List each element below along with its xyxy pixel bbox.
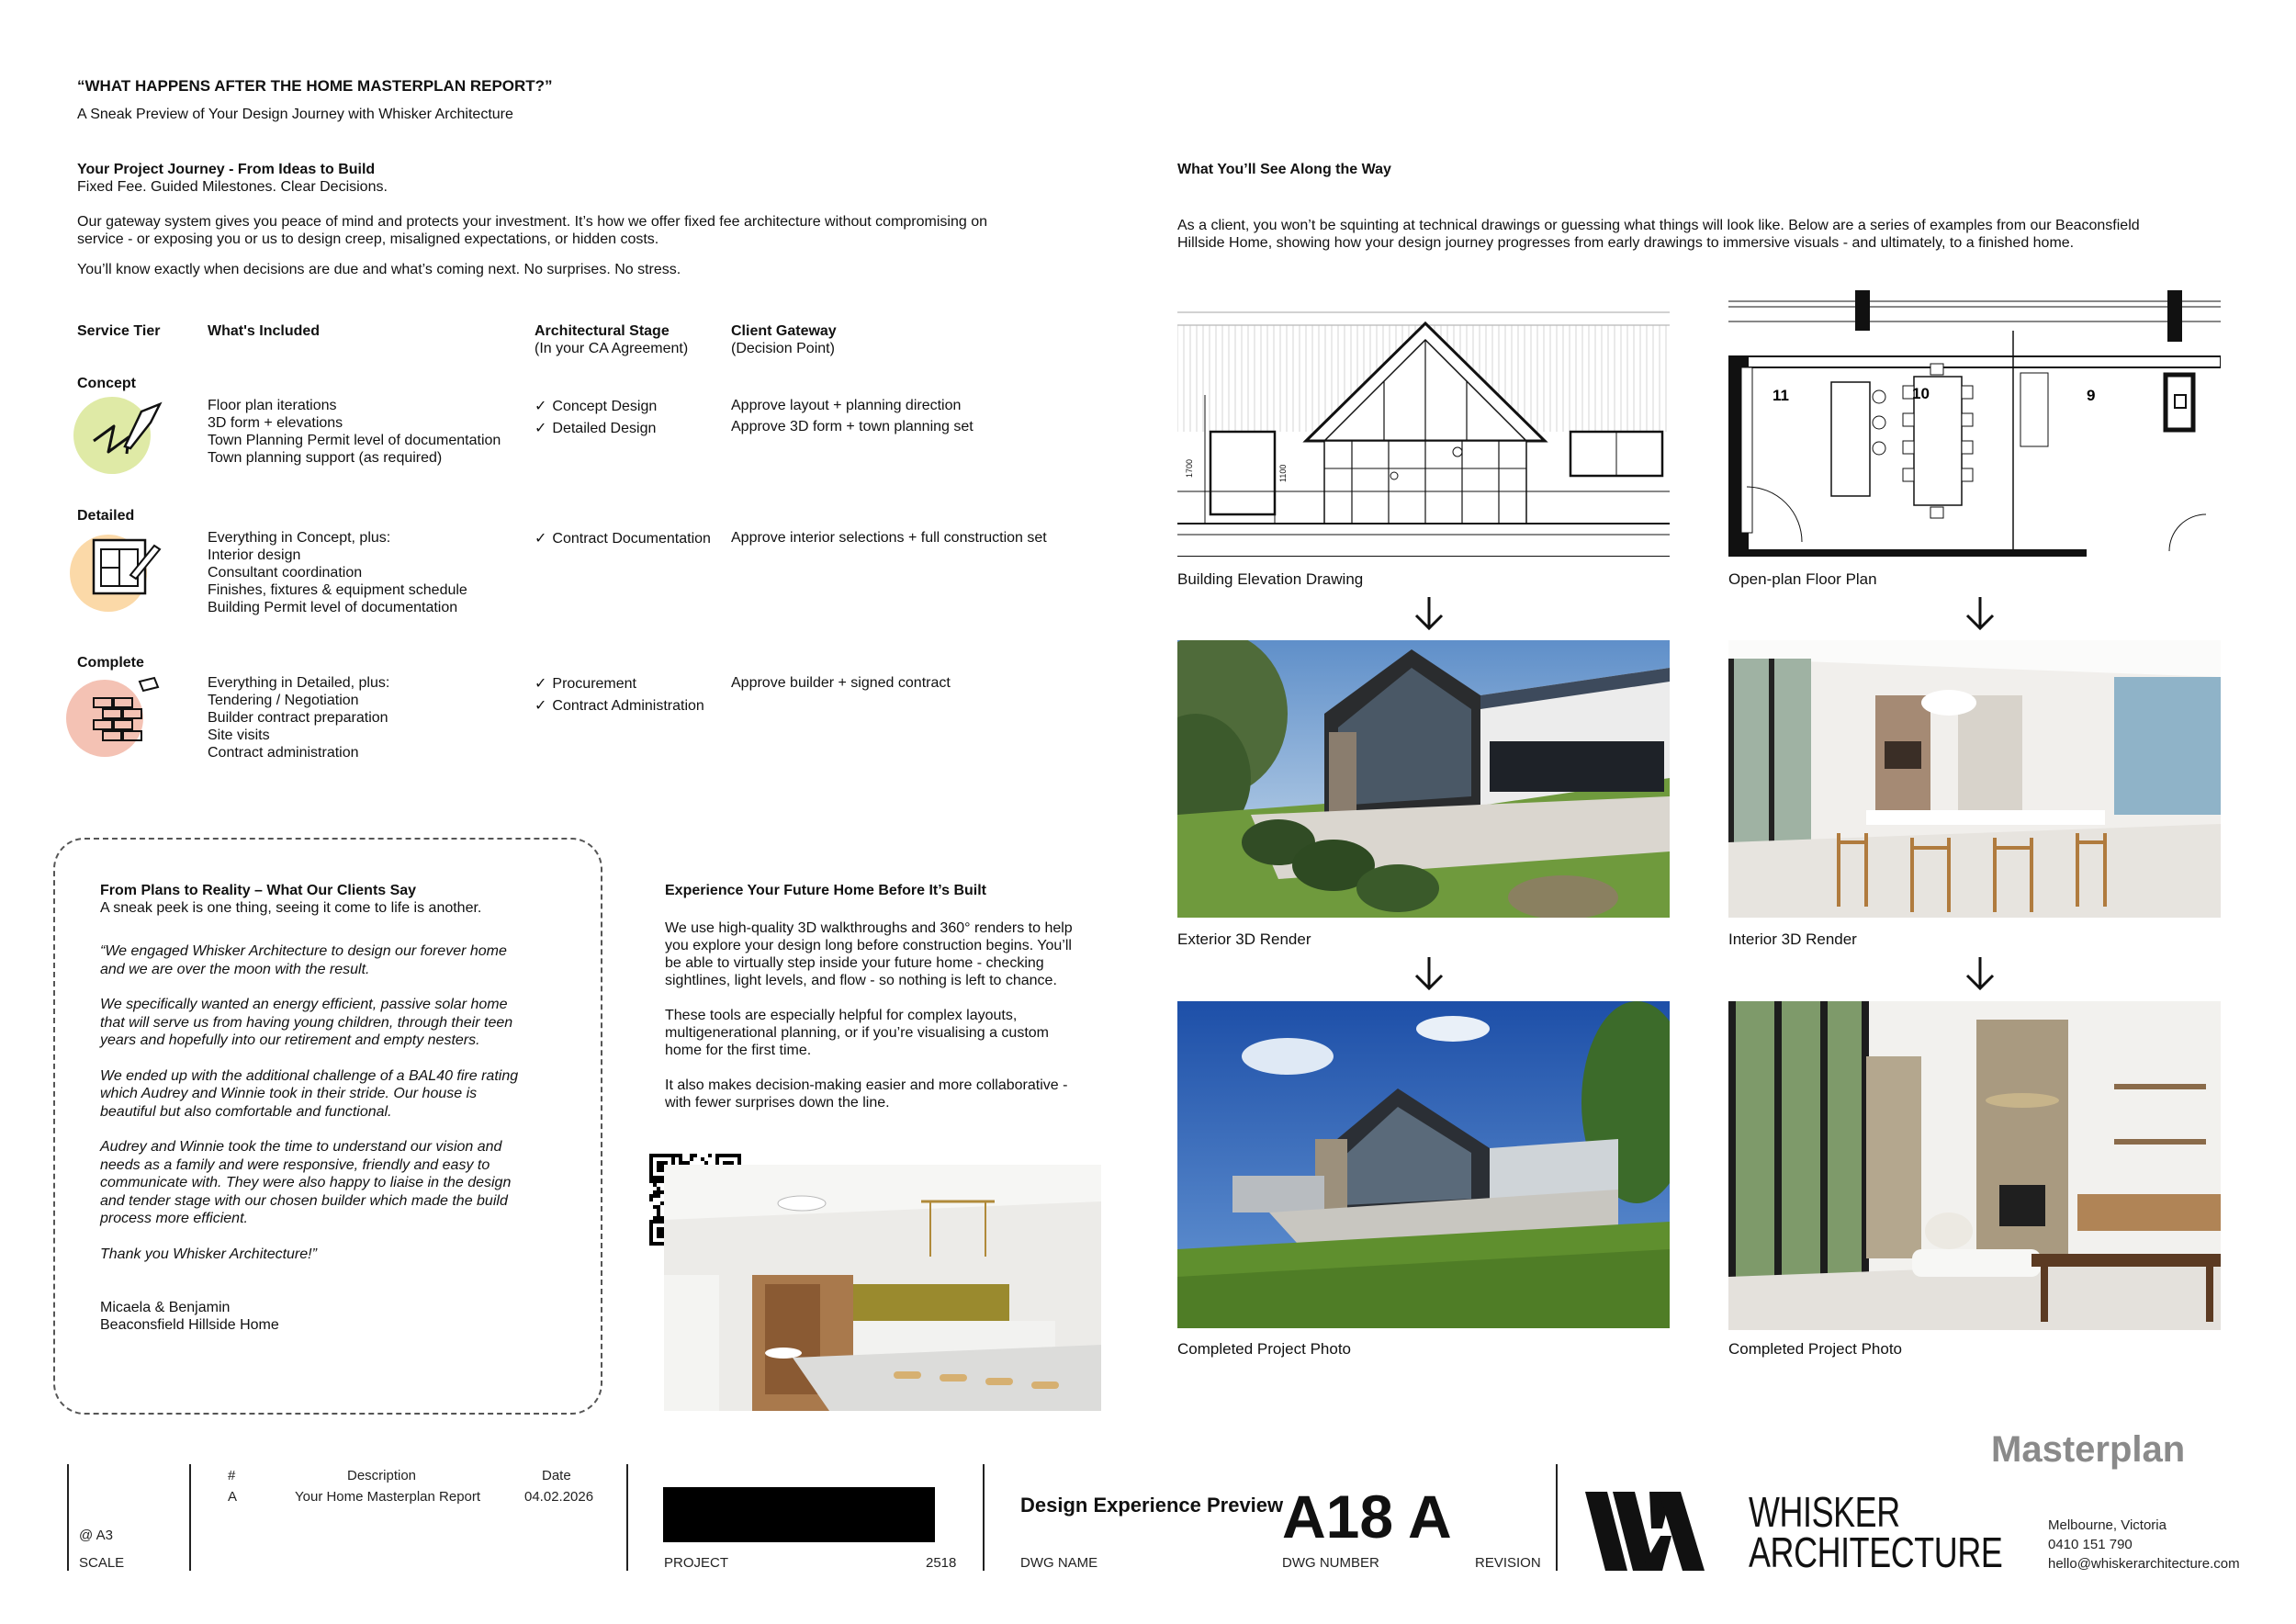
bricks-icon (92, 676, 165, 750)
quote-line: We ended up with the additional challenge of a BAL40 fire rating (100, 1067, 519, 1084)
para-line: multigenerational planning, or if you’re visualising a custom (665, 1025, 1049, 1041)
experience-section (665, 882, 1073, 1111)
dwg-number-label: DWG NUMBER (1282, 1555, 1379, 1571)
quote-line: which Audrey and Winnie took in their stride. Our house is (100, 1086, 478, 1101)
arrow-down-icon (1962, 955, 1998, 992)
rev-header-desc: Description (347, 1468, 417, 1483)
th-architectural-stage (535, 322, 688, 357)
tier-complete-badge (66, 676, 167, 759)
check-icon: ✓ (535, 419, 547, 436)
caption-floorplan: Open-plan Floor Plan (1728, 570, 1877, 588)
para-line: home for the first time. (665, 1043, 812, 1058)
gateway-item: Approve builder + signed contract (731, 675, 951, 691)
list-item: Finishes, fixtures & equipment schedule (208, 582, 467, 598)
room-number: 10 (1912, 385, 1930, 402)
pen-icon (86, 400, 169, 474)
elevation-drawing (1177, 303, 1670, 557)
quote-line: and we are over the moon with the result. (100, 961, 370, 977)
dwg-number: A18 A (1282, 1483, 1452, 1551)
list-item: 3D form + elevations (208, 415, 343, 431)
intro-line: Hillside Home, showing how your design journey progresses from early drawings to immersive visuals - and ultimately, to a finished home. (1177, 235, 2075, 251)
para-line: be able to virtually step inside your future home - checking (665, 955, 1044, 971)
tier-name-detailed: Detailed (77, 508, 135, 524)
th-gateway-sub: (Decision Point) (731, 341, 835, 356)
tier-concept-included (208, 397, 501, 467)
brand-line2: ARCHITECTURE (1749, 1528, 2003, 1576)
scale-value: @ A3 (79, 1528, 113, 1543)
list-item: Building Permit level of documentation (208, 600, 458, 615)
quote-paragraph (100, 942, 518, 978)
quote-paragraph (100, 996, 518, 1050)
tier-complete-stages (535, 674, 704, 715)
quote-line: Thank you Whisker Architecture!” (100, 1246, 317, 1262)
quote-line: beautiful but also comfortable and functional. (100, 1103, 392, 1120)
tier-name-complete: Complete (77, 655, 144, 671)
tier-detailed-stages (535, 529, 711, 547)
elevation-dim-label: 1700 (1185, 458, 1194, 478)
check-icon: ✓ (535, 674, 547, 692)
page-subtitle: A Sneak Preview of Your Design Journey with Whisker Architecture (77, 107, 513, 122)
completed-interior-photo (1728, 1001, 2221, 1330)
exterior-render-image (1177, 640, 1670, 918)
th-service-tier: Service Tier (77, 323, 161, 339)
quote-line: Audrey and Winnie took the time to understand our vision and (100, 1139, 502, 1155)
masterplan-label: Masterplan (1991, 1429, 2186, 1470)
quote-line: needs as a family and were responsive, friendly and easy to (100, 1156, 490, 1173)
list-item: Everything in Concept, plus: (208, 530, 391, 546)
along-the-way-heading: What You’ll See Along the Way (1177, 162, 1391, 177)
journey-para1-line1: Our gateway system gives you peace of mind and protects your investment. It’s how we offer fixed fee architecture without compromising on (77, 214, 987, 230)
rev-header-num: # (228, 1468, 236, 1483)
project-label: PROJECT (664, 1555, 729, 1571)
gateway-item: Approve layout + planning direction (731, 398, 962, 413)
testimonial-content (100, 882, 518, 1334)
rev-row-num: A (228, 1489, 238, 1505)
quote-line: “We engaged Whisker Architecture to design our forever home (100, 943, 507, 959)
tier-complete-included (208, 674, 389, 761)
quote-paragraph (100, 1246, 518, 1264)
caption-completed-right: Completed Project Photo (1728, 1340, 1902, 1358)
gateway-item: Approve 3D form + town planning set (731, 419, 974, 434)
testimonial-heading: From Plans to Reality – What Our Clients Say (100, 883, 417, 898)
contact-phone[interactable]: 0410 151 790 (2048, 1537, 2133, 1552)
brand-line1: WHISKER (1749, 1488, 1900, 1536)
th-whats-included: What's Included (208, 323, 321, 339)
room-number: 11 (1773, 387, 1789, 404)
quote-paragraph (100, 1067, 518, 1122)
list-item: Contract administration (208, 745, 359, 761)
list-item: Site visits (208, 727, 270, 743)
stage-item: Detailed Design (552, 421, 657, 436)
para-line: you explore your design long before construction begins. You’ll (665, 938, 1072, 953)
gateway-item: Approve interior selections + full construction set (731, 530, 1047, 546)
para-line: These tools are especially helpful for complex layouts, (665, 1008, 1018, 1023)
th-gateway-label: Client Gateway (731, 323, 837, 339)
caption-interior: Interior 3D Render (1728, 930, 1857, 948)
check-icon: ✓ (535, 696, 547, 714)
kitchen-render-image (664, 1165, 1101, 1411)
experience-heading: Experience Your Future Home Before It’s Built (665, 883, 986, 898)
stage-item: Procurement (552, 676, 636, 692)
project-number: 2518 (926, 1555, 957, 1571)
list-item: Town Planning Permit level of documentation (208, 433, 501, 448)
th-stage-label: Architectural Stage (535, 323, 670, 339)
journey-tagline: Fixed Fee. Guided Milestones. Clear Decisions. (77, 179, 388, 195)
divider (983, 1464, 985, 1571)
list-item: Everything in Detailed, plus: (208, 675, 390, 691)
client-project: Beaconsfield Hillside Home (100, 1317, 279, 1333)
room-number: 9 (2087, 387, 2096, 404)
redacted-project-name (663, 1487, 935, 1542)
list-item: Tendering / Negotiation (208, 693, 359, 708)
contact-block (2048, 1516, 2240, 1573)
elevation-dim-label: 1100 (1278, 464, 1288, 482)
caption-completed-left: Completed Project Photo (1177, 1340, 1351, 1358)
divider (189, 1464, 191, 1571)
list-item: Floor plan iterations (208, 398, 337, 413)
testimonial-quote (100, 942, 518, 1263)
quote-line: years and hopefully into our retirement and empty nesters. (100, 1032, 480, 1048)
stage-item: Contract Administration (552, 698, 704, 714)
testimonial-intro: A sneak peek is one thing, seeing it come to life is another. (100, 900, 482, 916)
check-icon: ✓ (535, 397, 547, 414)
para-line: We use high-quality 3D walkthroughs and 360° renders to help (665, 920, 1073, 936)
arrow-down-icon (1962, 595, 1998, 632)
quote-line: We specifically wanted an energy efficient, passive solar home (100, 997, 508, 1012)
tier-concept-stages (535, 397, 657, 437)
interior-render-image (1728, 640, 2221, 918)
divider (1556, 1464, 1558, 1571)
dwg-name: Design Experience Preview (1020, 1494, 1284, 1517)
revision-label: REVISION (1475, 1555, 1541, 1571)
completed-exterior-photo (1177, 1001, 1670, 1328)
tier-complete-gateways (731, 674, 951, 692)
check-icon: ✓ (535, 529, 547, 547)
brand-wordmark (1749, 1488, 2003, 1576)
rev-row-date: 04.02.2026 (524, 1489, 594, 1505)
journey-para1-line2: service - or exposing you or us to design creep, misaligned expectations, or hidden costs. (77, 231, 659, 247)
quote-paragraph (100, 1138, 518, 1228)
caption-elevation: Building Elevation Drawing (1177, 570, 1364, 588)
tier-detailed-gateways (731, 529, 1047, 547)
para-line: with fewer surprises down the line. (665, 1095, 890, 1111)
tier-detailed-included (208, 529, 467, 616)
along-the-way-intro (1177, 217, 2140, 252)
whisker-logo-icon (1585, 1492, 1705, 1571)
list-item: Consultant coordination (208, 565, 363, 581)
tier-concept-gateways (731, 397, 974, 435)
journey-section (77, 161, 987, 278)
list-item: Town planning support (as required) (208, 450, 443, 466)
divider (626, 1464, 628, 1571)
th-client-gateway (731, 322, 837, 357)
rev-row-desc: Your Home Masterplan Report (295, 1489, 481, 1505)
divider (67, 1464, 69, 1571)
journey-heading: Your Project Journey - From Ideas to Build (77, 162, 376, 177)
list-item: Interior design (208, 547, 301, 563)
arrow-down-icon (1411, 955, 1447, 992)
contact-email[interactable]: hello@whiskerarchitecture.com (2048, 1556, 2240, 1572)
list-item: Builder contract preparation (208, 710, 388, 726)
th-stage-sub: (In your CA Agreement) (535, 341, 689, 356)
blueprint-icon (88, 531, 171, 604)
rev-header-date: Date (542, 1468, 571, 1483)
quote-line: that will serve us from having young children, through their teen (100, 1014, 513, 1031)
para-line: sightlines, light levels, and flow - so nothing is left to chance. (665, 973, 1057, 988)
arrow-down-icon (1411, 595, 1447, 632)
intro-line: As a client, you won’t be squinting at technical drawings or guessing what things will look like. Below are a series of examples from our Beaconsfield (1177, 218, 2140, 233)
tier-name-concept: Concept (77, 376, 136, 391)
quote-line: communicate with. They were also happy to liaise in the design (100, 1175, 512, 1190)
tier-detailed-badge (70, 531, 171, 614)
caption-exterior: Exterior 3D Render (1177, 930, 1311, 948)
floorplan-drawing (1728, 276, 2221, 557)
scale-label: SCALE (79, 1555, 125, 1571)
quote-line: process more efficient. (100, 1211, 248, 1226)
journey-para2: You’ll know exactly when decisions are due and what’s coming next. No surprises. No stress. (77, 262, 681, 277)
dwg-name-label: DWG NAME (1020, 1555, 1098, 1571)
para-line: It also makes decision-making easier and more collaborative - (665, 1077, 1068, 1093)
client-name: Micaela & Benjamin (100, 1300, 231, 1315)
tier-concept-badge (73, 397, 151, 474)
quote-line: and tender stage with our chosen builder which made the build (100, 1192, 508, 1209)
stage-item: Concept Design (552, 399, 658, 414)
page-title: “WHAT HAPPENS AFTER THE HOME MASTERPLAN REPORT?” (77, 77, 553, 95)
contact-location: Melbourne, Victoria (2048, 1517, 2167, 1533)
stage-item: Contract Documentation (552, 531, 711, 547)
